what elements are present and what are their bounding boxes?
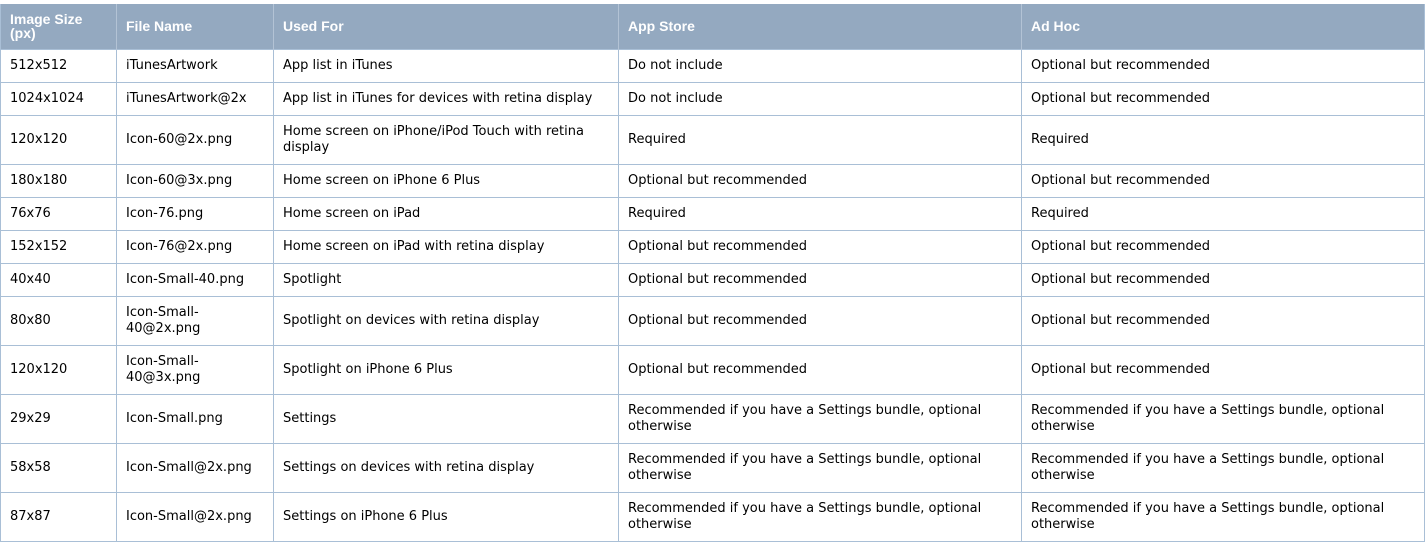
cell-ad-hoc: Optional but recommended — [1022, 263, 1425, 296]
cell-used-for: Home screen on iPad — [274, 197, 619, 230]
cell-file-name: Icon-76.png — [117, 197, 274, 230]
cell-ad-hoc: Optional but recommended — [1022, 296, 1425, 345]
cell-file-name: Icon-Small-40.png — [117, 263, 274, 296]
cell-used-for: Settings on devices with retina display — [274, 443, 619, 492]
cell-size: 120x120 — [1, 115, 117, 164]
cell-app-store: Recommended if you have a Settings bundle, optional otherwise — [619, 443, 1022, 492]
cell-ad-hoc: Optional but recommended — [1022, 164, 1425, 197]
cell-app-store: Optional but recommended — [619, 263, 1022, 296]
cell-ad-hoc: Required — [1022, 115, 1425, 164]
cell-app-store: Recommended if you have a Settings bundle, optional otherwise — [619, 394, 1022, 443]
header-app-store: App Store — [619, 4, 1022, 49]
cell-app-store: Recommended if you have a Settings bundle, optional otherwise — [619, 492, 1022, 541]
cell-ad-hoc: Optional but recommended — [1022, 49, 1425, 82]
table-row — [1, 263, 1425, 296]
cell-ad-hoc: Recommended if you have a Settings bundle, optional otherwise — [1022, 394, 1425, 443]
cell-size: 152x152 — [1, 230, 117, 263]
cell-used-for: Home screen on iPhone 6 Plus — [274, 164, 619, 197]
cell-app-store: Optional but recommended — [619, 296, 1022, 345]
cell-file-name: Icon-60@3x.png — [117, 164, 274, 197]
table-header-row — [1, 4, 1425, 49]
cell-file-name: Icon-60@2x.png — [117, 115, 274, 164]
cell-size: 120x120 — [1, 345, 117, 394]
cell-file-name: iTunesArtwork@2x — [117, 82, 274, 115]
header-ad-hoc: Ad Hoc — [1022, 4, 1425, 49]
cell-ad-hoc: Required — [1022, 197, 1425, 230]
icon-requirements-table — [0, 4, 1425, 542]
table-row — [1, 230, 1425, 263]
cell-size: 76x76 — [1, 197, 117, 230]
cell-file-name: Icon-Small-40@3x.png — [117, 345, 274, 394]
cell-used-for: Spotlight on iPhone 6 Plus — [274, 345, 619, 394]
table-row — [1, 394, 1425, 443]
table-row — [1, 345, 1425, 394]
cell-ad-hoc: Optional but recommended — [1022, 345, 1425, 394]
cell-size: 87x87 — [1, 492, 117, 541]
cell-app-store: Required — [619, 197, 1022, 230]
table-row — [1, 49, 1425, 82]
cell-size: 512x512 — [1, 49, 117, 82]
cell-used-for: App list in iTunes for devices with retina display — [274, 82, 619, 115]
table-row — [1, 197, 1425, 230]
cell-ad-hoc: Optional but recommended — [1022, 82, 1425, 115]
cell-ad-hoc: Recommended if you have a Settings bundle, optional otherwise — [1022, 443, 1425, 492]
cell-used-for: Spotlight on devices with retina display — [274, 296, 619, 345]
cell-size: 29x29 — [1, 394, 117, 443]
cell-app-store: Optional but recommended — [619, 164, 1022, 197]
cell-file-name: Icon-Small@2x.png — [117, 443, 274, 492]
header-image-size: Image Size (px) — [1, 4, 117, 49]
cell-ad-hoc: Recommended if you have a Settings bundle, optional otherwise — [1022, 492, 1425, 541]
cell-used-for: Spotlight — [274, 263, 619, 296]
cell-file-name: Icon-Small@2x.png — [117, 492, 274, 541]
cell-app-store: Required — [619, 115, 1022, 164]
cell-ad-hoc: Optional but recommended — [1022, 230, 1425, 263]
cell-app-store: Do not include — [619, 49, 1022, 82]
cell-file-name: iTunesArtwork — [117, 49, 274, 82]
cell-size: 1024x1024 — [1, 82, 117, 115]
table-row — [1, 115, 1425, 164]
cell-size: 40x40 — [1, 263, 117, 296]
cell-used-for: App list in iTunes — [274, 49, 619, 82]
cell-size: 58x58 — [1, 443, 117, 492]
cell-file-name: Icon-76@2x.png — [117, 230, 274, 263]
table-row — [1, 443, 1425, 492]
cell-used-for: Settings — [274, 394, 619, 443]
cell-app-store: Optional but recommended — [619, 345, 1022, 394]
cell-file-name: Icon-Small.png — [117, 394, 274, 443]
cell-file-name: Icon-Small-40@2x.png — [117, 296, 274, 345]
cell-used-for: Settings on iPhone 6 Plus — [274, 492, 619, 541]
cell-used-for: Home screen on iPhone/iPod Touch with retina display — [274, 115, 619, 164]
table-row — [1, 164, 1425, 197]
header-used-for: Used For — [274, 4, 619, 49]
header-file-name: File Name — [117, 4, 274, 49]
table-row — [1, 82, 1425, 115]
cell-used-for: Home screen on iPad with retina display — [274, 230, 619, 263]
cell-size: 180x180 — [1, 164, 117, 197]
table-row — [1, 492, 1425, 541]
cell-app-store: Optional but recommended — [619, 230, 1022, 263]
cell-size: 80x80 — [1, 296, 117, 345]
table-row — [1, 296, 1425, 345]
cell-app-store: Do not include — [619, 82, 1022, 115]
